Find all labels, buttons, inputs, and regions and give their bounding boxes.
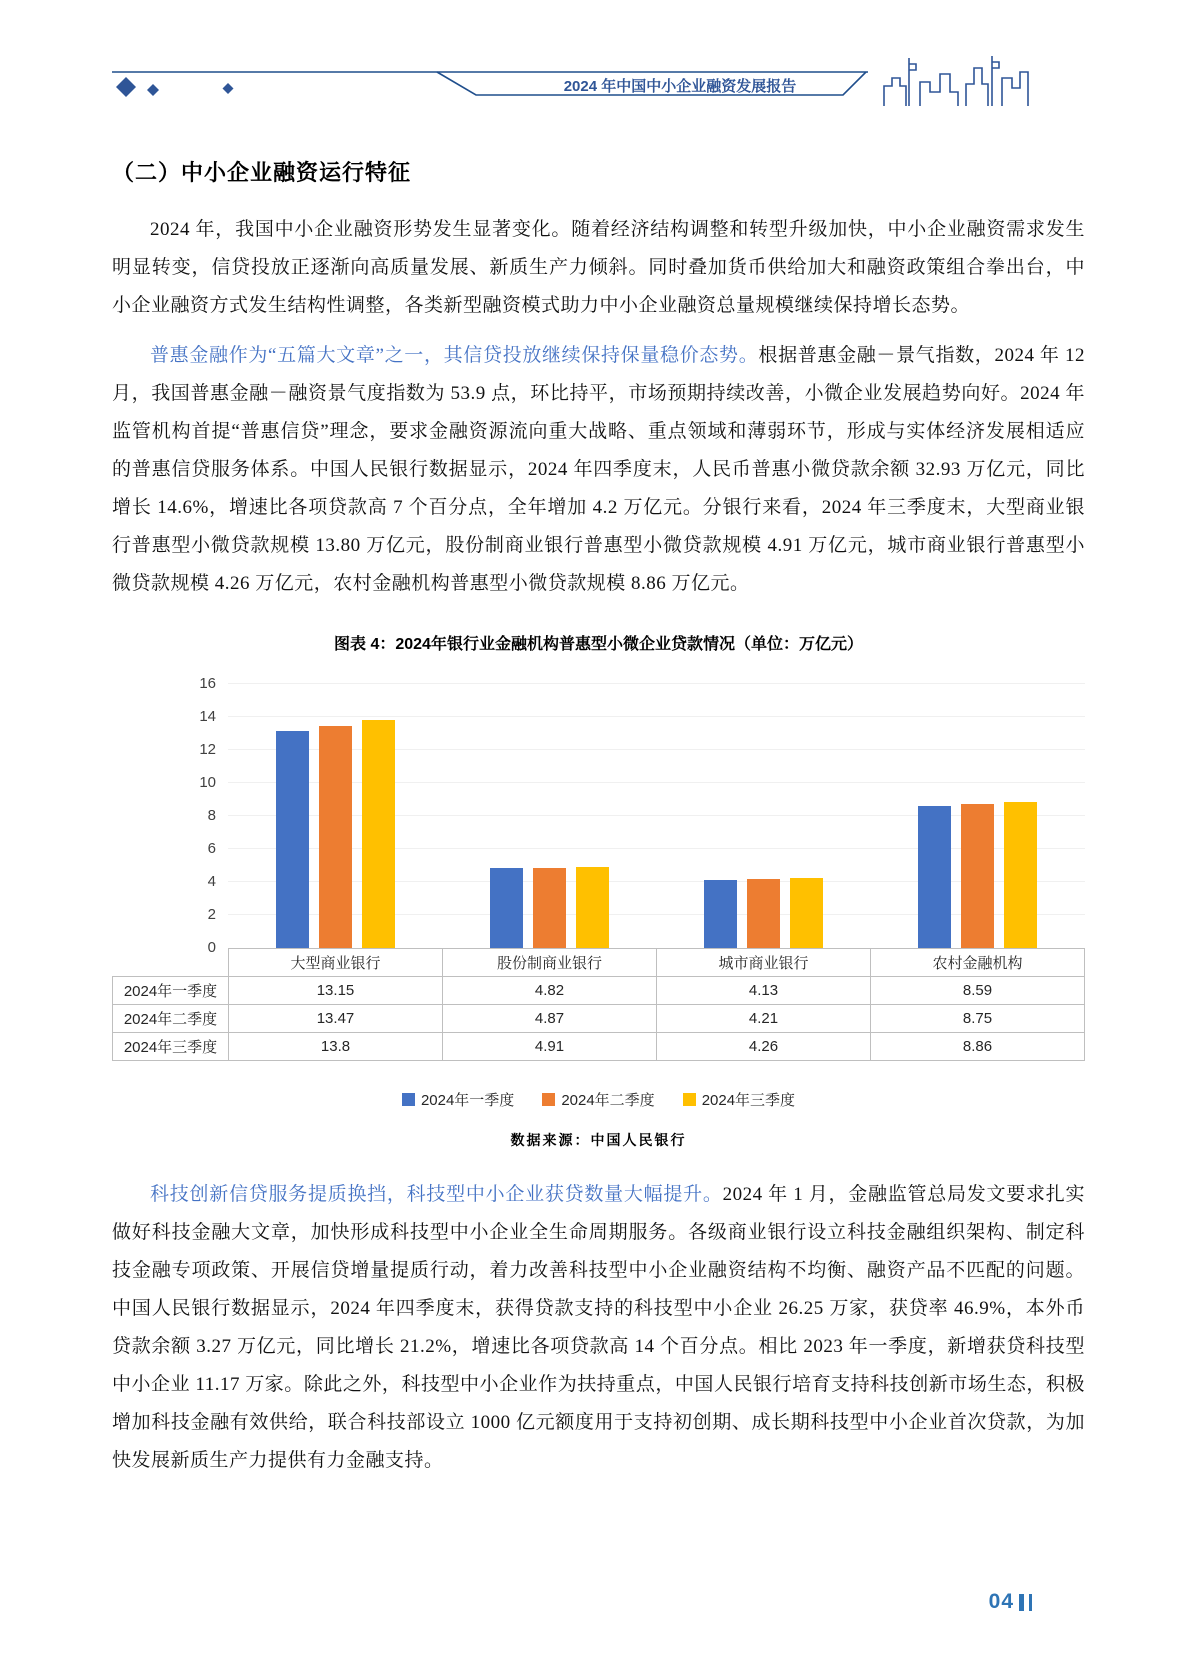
y-axis-tick-label: 16: [199, 675, 216, 692]
y-axis-tick-label: 14: [199, 708, 216, 725]
table-header-row: [113, 949, 1085, 977]
category-header-cell: 城市商业银行: [657, 949, 871, 977]
plot-area: [199, 675, 1085, 956]
row-label-cell: 2024年二季度: [113, 1005, 229, 1033]
value-cell: 4.21: [657, 1005, 871, 1033]
bar: [533, 868, 566, 948]
row-label-cell: 2024年三季度: [113, 1033, 229, 1061]
y-axis-tick-label: 10: [199, 774, 216, 791]
value-cell: 4.82: [443, 977, 657, 1005]
bar-group: [228, 684, 442, 948]
data-table-body: [113, 949, 1085, 1061]
diamond-decoration: [116, 77, 234, 97]
value-cell: 8.59: [871, 977, 1085, 1005]
legend-item: [542, 1089, 654, 1110]
chart-figure: [112, 631, 1085, 1150]
data-source: 数据来源：中国人民银行: [510, 1132, 687, 1148]
paragraph-3-text: 2024 年 1 月，金融监管总局发文要求扎实做好科技金融大文章，加快形成科技型中小企业全生命周期服务。各级商业银行设立科技金融组织架构、制定科技金融专项政策、开展信贷增量提质行动，着力改善科技型中小企业融资结构不均衡、融资产品不匹配的问题。中国人民银行数据显示，2024 年四季度末，获得贷款支持的科技型中小企业 26.25 万家，获贷率 46.9%，本外币贷款余额 3.27 万亿元，同比增长 21.2%，增速比各项贷款高 14 个百分点。相比 2023 年一季度，新增获贷科技型中小企业 11.17 万家。除此之外，科技型中小企业作为扶持重点，中国人民银行培育支持科技创新市场生态，积极增加科技金融有效供给，联合科技部设立 1000 亿元额度用于支持初创期、成长期科技型中小企业首次贷款，为加快发展新质生产力提供有力金融支持。: [112, 1184, 1085, 1471]
paragraph-1-text: 2024 年，我国中小企业融资形势发生显著变化。随着经济结构调整和转型升级加快，中小企业融资需求发生明显转变，信贷投放正逐渐向高质量发展、新质生产力倾斜。同时叠加货币供给加大和融资政策组合拳出台，中小企业融资方式发生结构性调整，各类新型融资模式助力中小企业融资总量规模继续保持增长态势。: [112, 219, 1085, 316]
table-row: [113, 977, 1085, 1005]
y-axis-tick-label: 0: [207, 939, 216, 956]
section-heading: （二）中小企业融资运行特征: [112, 160, 412, 185]
y-axis-tick-label: 2: [207, 906, 216, 923]
bar-group: [871, 684, 1085, 948]
bar: [704, 880, 737, 948]
value-cell: 4.91: [443, 1033, 657, 1061]
table-row: [113, 1033, 1085, 1061]
paragraph-2-lead: 普惠金融作为“五篇大文章”之一，其信贷投放继续保持保量稳价态势。: [150, 345, 759, 366]
value-cell: 8.86: [871, 1033, 1085, 1061]
row-label-cell: 2024年一季度: [113, 977, 229, 1005]
report-title: 2024 年中国中小企业融资发展报告: [563, 78, 797, 95]
value-cell: 8.75: [871, 1005, 1085, 1033]
bar: [790, 878, 823, 948]
legend-label: 2024年一季度: [420, 1092, 515, 1109]
paragraph-3: [112, 1176, 1085, 1480]
page-header: [0, 48, 1200, 120]
y-axis-tick-label: 4: [207, 873, 216, 890]
y-axis-tick-label: 8: [207, 807, 216, 824]
category-header-cell: 大型商业银行: [229, 949, 443, 977]
bar: [276, 731, 309, 948]
legend-item: [402, 1089, 514, 1110]
category-header-cell: 股份制商业银行: [443, 949, 657, 977]
paragraph-3-lead: 科技创新信贷服务提质换挡，科技型中小企业获贷数量大幅提升。: [150, 1184, 723, 1205]
paragraph-2-text: 根据普惠金融－景气指数，2024 年 12 月，我国普惠金融－融资景气度指数为 53.9 点，环比持平，市场预期持续改善，小微企业发展趋势向好。2024 年监管机构首提“普惠信贷”理念，要求金融资源流向重大战略、重点领域和薄弱环节，形成与实体经济发展相适应的普惠信贷服务体系。中国人民银行数据显示，2024 年四季度末，人民币普惠小微贷款余额 32.93 万亿元，同比增长 14.6%，增速比各项贷款高 7 个百分点，全年增加 4.2 万亿元。分银行来看，2024 年三季度末，大型商业银行普惠型小微贷款规模 13.80 万亿元，股份制商业银行普惠型小微贷款规模 4.91 万亿元，城市商业银行普惠型小微贷款规模 4.26 万亿元，农村金融机构普惠型小微贷款规模 8.86 万亿元。: [112, 345, 1085, 594]
city-skyline-icon: [884, 56, 1028, 106]
paragraph-1: [112, 211, 1085, 325]
chart-title: 图表 4：2024年银行业金融机构普惠型小微企业贷款情况（单位：万亿元）: [334, 636, 863, 653]
legend-label: 2024年二季度: [561, 1092, 655, 1109]
value-cell: 13.47: [229, 1005, 443, 1033]
bar: [918, 806, 951, 948]
bar: [319, 726, 352, 948]
table-row: [113, 1005, 1085, 1033]
legend-item: [683, 1089, 795, 1110]
bar-group: [442, 684, 656, 948]
legend-label: 2024年三季度: [701, 1092, 796, 1109]
bar-groups: [228, 684, 1085, 948]
page-content: [112, 156, 1085, 1492]
bar-group: [657, 684, 871, 948]
bar: [747, 879, 780, 948]
page-footer: [989, 1590, 1032, 1614]
bar: [961, 804, 994, 948]
category-header-cell: 农村金融机构: [871, 949, 1085, 977]
y-axis-tick-label: 12: [199, 741, 216, 758]
page-number: 04: [988, 1590, 1014, 1613]
bar: [576, 867, 609, 948]
data-table: [112, 948, 1085, 1061]
bar: [490, 868, 523, 948]
value-cell: 4.13: [657, 977, 871, 1005]
chart-legend: [112, 1089, 1085, 1110]
legend-swatch-icon: [542, 1093, 555, 1106]
value-cell: 4.26: [657, 1033, 871, 1061]
bar: [1004, 802, 1037, 948]
value-cell: 13.15: [229, 977, 443, 1005]
paragraph-2: [112, 337, 1085, 603]
y-axis-tick-label: 6: [207, 840, 216, 857]
legend-swatch-icon: [402, 1093, 415, 1106]
bar: [362, 720, 395, 948]
page-number-bar-icon: [1029, 1594, 1032, 1611]
value-cell: 13.8: [229, 1033, 443, 1061]
value-cell: 4.87: [443, 1005, 657, 1033]
legend-swatch-icon: [683, 1093, 696, 1106]
page-number-bar-icon: [1019, 1594, 1024, 1611]
